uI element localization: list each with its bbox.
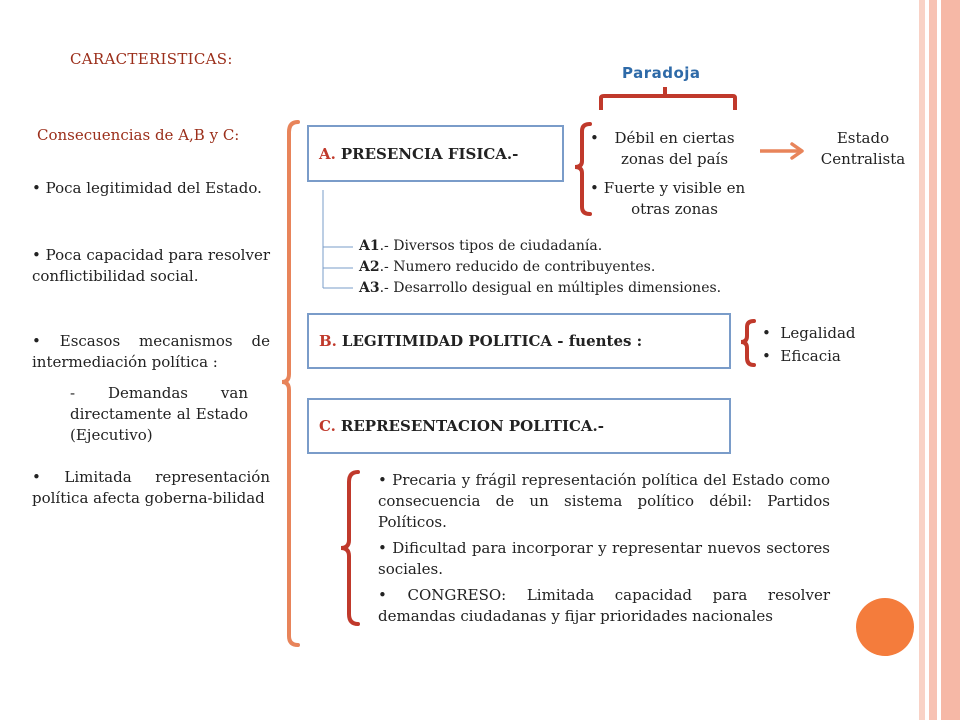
c-bullet-1: • Precaria y frágil representación política del Estado como consecuencia de un sistema político débil: Partidos Políticos.: [378, 471, 830, 531]
bullet-dot: •: [590, 179, 599, 197]
a-sub-item-2: [359, 257, 655, 278]
a-bullet-2: [590, 178, 760, 220]
b-bullet-1: [762, 323, 856, 344]
a-bullets-bracket: [575, 124, 590, 214]
a-sub-code: A3: [359, 280, 380, 296]
main-bracket: [282, 122, 298, 645]
a-sub-code: A2: [359, 259, 380, 275]
consequence-item: • Limitada representación política afecta goberna-bilidad: [32, 468, 270, 507]
consequence-subitem: - Demandas van directamente al Estado (Ejecutivo): [70, 384, 248, 444]
b-bracket: [741, 321, 754, 365]
a-sub-code: A1: [359, 238, 380, 254]
box-c-label: REPRESENTACION POLITICA.-: [340, 417, 605, 435]
box-a-label: PRESENCIA FISICA.-: [340, 144, 519, 163]
a-sub-text: .- Diversos tipos de ciudadanía.: [379, 238, 603, 254]
consequence-item: • Poca capacidad para resolver conflictibilidad social.: [32, 246, 270, 285]
c-bullet-3: • CONGRESO: Limitada capacidad para resolver demandas ciudadanas y fijar prioridades nacionales: [378, 586, 830, 625]
consequence-item: • Escasos mecanismos de intermediación política :: [32, 332, 270, 371]
box-representacion-politica: [307, 398, 731, 454]
a-bullet-1-text: Débil en ciertas zonas del país: [614, 129, 735, 168]
b-bullet-1-text: Legalidad: [780, 324, 856, 342]
a-sub-text: .- Numero reducido de contribuyentes.: [379, 259, 656, 275]
b-bullet-2-text: Eficacia: [780, 347, 841, 365]
a-sub-item-1: [359, 236, 602, 257]
b-bullet-2: [762, 346, 841, 367]
bullet-dot: •: [762, 324, 771, 342]
page-title: CARACTERISTICAS:: [70, 50, 233, 68]
paradoja-bracket: [601, 96, 735, 110]
paradoja-label: Paradoja: [622, 64, 701, 82]
box-b-letter: B.: [319, 332, 337, 350]
c-bullet-2: • Dificultad para incorporar y representar nuevos sectores sociales.: [378, 539, 830, 578]
estado-centralista: Estado Centralista: [820, 129, 906, 168]
box-legitimidad-politica: [307, 313, 731, 369]
bullet-dot: •: [762, 347, 771, 365]
box-c-letter: C.: [319, 417, 336, 435]
a-bullet-1: [590, 128, 760, 170]
c-bracket: [341, 472, 358, 624]
a-bullet-2-text: Fuerte y visible en otras zonas: [603, 179, 746, 218]
bullet-dot: •: [590, 129, 599, 147]
consequence-item: • Poca legitimidad del Estado.: [32, 179, 262, 197]
a-sub-text: .- Desarrollo desigual en múltiples dimensiones.: [379, 280, 722, 296]
consequences-heading: Consecuencias de A,B y C:: [37, 126, 240, 144]
a-sub-item-3: [359, 278, 721, 299]
box-a-letter: A.: [319, 144, 336, 163]
box-presencia-fisica: [307, 125, 564, 182]
box-b-label: LEGITIMIDAD POLITICA - fuentes :: [341, 332, 643, 350]
